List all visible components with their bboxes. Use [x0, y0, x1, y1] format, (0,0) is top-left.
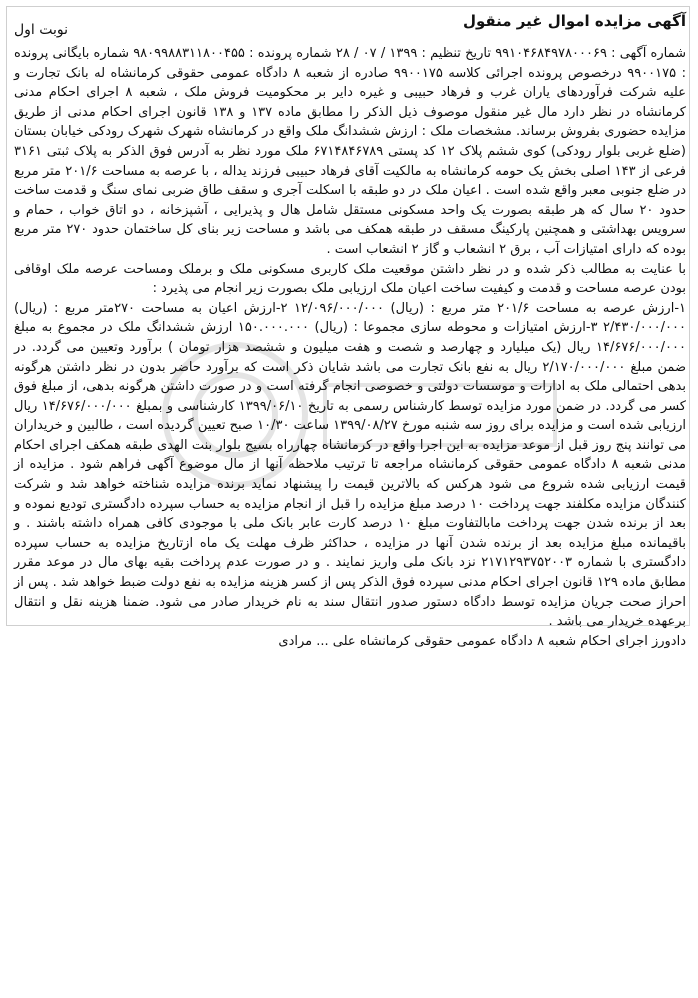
notice-header	[12, 12, 686, 38]
notice-signature: دادورز اجرای احکام شعبه ۸ دادگاه عمومی حقوقی کرمانشاه علی ... مرادی	[278, 633, 686, 649]
notice-body	[14, 44, 686, 651]
notice-paragraph-assessment: با عنایت به مطالب ذکر شده و در نظر داشتن موقعیت ملک کاربری مسکونی ملک و برملک ومساحت عرصه ملک اوقافی بودن عرصه مساحت و قدمت و کیفیت ساخت اعیان ملک ارزیابی ملک بصورت زیر انجام می پذیرد :	[14, 261, 686, 297]
notice-title: آگهی مزایده اموال غیر منقول	[462, 12, 686, 30]
publication-round: نوبت اول	[14, 22, 69, 38]
notice-paragraph-valuation: ۱-ارزش عرصه به مساحت ۲۰۱/۶ متر مربع : (ریال) ۱۲/۰۹۶/۰۰۰/۰۰۰ ۲-ارزش اعیان به مساحت ۲۷۰متر مربع : (ریال) ۲/۴۳۰/۰۰۰/۰۰۰ ۳-ارزش امتیازات و محوطه سازی مجموعا : (ریال) ۱۵۰.۰۰۰.۰۰۰ ارزش ششدانگ ملک در مجموع به مبلغ ۱۴/۶۷۶/۰۰۰/۰۰۰ ریال (یک میلیارد و چهارصد و شصت و هفت میلیون و ششصد هزار تومان ) برآورد وتعیین می گردد. در ضمن مبلغ ۲/۱۷۰/۰۰۰/۰۰۰ ریال به نفع بانک تجارت می باشد شایان ذکر است که برآورد حاضر بدون در نظر داشتن هرگونه بدهی احتمالی ملک به ادارات و موسسات دولتی و خصوصی انجام گرفته است و در صورت داشتن هرگونه بدهی، از مبلغ فوق کسر می گردد. در ضمن مورد مزایده توسط کارشناس رسمی به تاریخ ۱۳۹۹/۰۶/۱۰ کارشناسی و بمبلغ ۱۴/۶۷۶/۰۰۰/۰۰۰ ریال ارزیابی شده است و مزایده برای روز سه شنبه مورخ ۱۳۹۹/۰۸/۲۷ ساعت ۱۰/۳۰ صبح تعیین گردیده است ، طالبین و خریداران می توانند پنج روز قبل از موعد مزایده به این اجرا واقع در کرمانشاه چهارراه بسیج بلوار بنت الهدی طبقه همکف اجرای احکام مدنی شعبه ۸ دادگاه عمومی حقوقی کرمانشاه مراجعه تا ترتیب ملاحظه آنها از مال موضوع آگهی فراهم شود . مزایده از قیمت ارزیابی شده شروع می شود هرکس که بالاترین قیمت را پیشنهاد نماید برنده مزایده شناخته خواهد شد و شرکت کنندگان مزایده مکلفند جهت پرداخت ۱۰ درصد مبلغ مزایده را قبل از انجام مزایده به حساب سپرده دادگستری تودیع نموده و بعد از برنده شدن جهت پرداخت مابالتفاوت مبلغ ۱۰ درصد کارت عابر بانک ملی با موجودی کافی همراه داشته باشند . و باقیمانده مبلغ مزایده بعد از برنده شدن آنها در مزایده ، حداکثر ظرف مهلت یک ماه ازتاریخ مزایده به حساب سپرده دادگستری با شماره ۲۱۷۱۲۹۳۷۵۲۰۰۳ نزد بانک ملی واریز نمایند . و در صورت عدم پرداخت بقیه بهای مال در موعد مقرر مطابق ماده ۱۲۹ قانون اجرای احکام مدنی سپرده فوق الذکر پس از کسر هزینه مزایده به نفع دولت ضبط خواهد شد . پس از احراز صحت جریان مزایده توسط دادگاه دستور صدور انتقال سند به نام خریدار صادر می شود. ضمنا هزینه نقل و انتقال برعهده خریدار می باشد .	[14, 300, 687, 630]
notice-paragraph-intro: شماره آگهی : ۹۹۱۰۴۶۸۴۹۷۸۰۰۰۶۹ تاریخ تنظیم : ۱۳۹۹ / ۰۷ / ۲۸ شماره پرونده : ۹۸۰۹۹۸۸۳۱۱۸۰۰۴۵۵ شماره بایگانی پرونده : ۹۹۰۰۱۷۵ درخصوص پرونده اجرائی کلاسه ۹۹۰۰۱۷۵ صادره از شعبه ۸ دادگاه عمومی حقوقی کرمانشاه له بانک تجارت و علیه شرکت فرآوردهای یاران غرب و فرهاد حبیبی و غیره دایر بر محکومیت فروش ملک ، شعبه ۸ اجرای احکام مدنی کرمانشاه در نظر دارد مال غیر منقول موصوف ذیل الذکر را مطابق ماده ۱۳۷ و ۱۳۸ قانون اجرای احکام مدنی از طریق مزایده حضوری بفروش برساند. مشخصات ملک : ارزش ششدانگ ملک واقع در کرمانشاه شهرک شهرک رودکی خیابان بستان (ضلع غربی بلوار رودکی) کوی ششم پلاک ۱۲ کد پستی ۶۷۱۴۸۴۶۷۸۹ ملک مورد نظر به آدرس فوق الذکر به پلاک ثبتی ۳۱۶۱ فرعی از ۱۴۳ اصلی بخش یک حومه کرمانشاه به مالکیت آقای فرهاد حبیبی فرزند یداله ، با عرصه به مساحت ۲۰۱/۶ متر مربع در ضلع جنوبی معبر واقع شده است . اعیان ملک در دو طبقه با اسکلت آجری و سقف طاق ضربی نمای سنگ و قدمت ساخت حدود ۲۰ سال که هر طبقه بصورت یک واحد مسکونی مستقل شامل هال و پذیرایی ، آشپزخانه ، دو اتاق خواب ، حمام و سرویس بهداشتی و همچنین پارکینگ مسقف در طبقه همکف می باشد و مساحت زیر بنای کل ساختمان حدود ۲۷۰ متر مربع بوده که دارای امتیازات آب ، برق ۲ انشعاب و گاز ۲ انشعاب است .	[14, 46, 686, 257]
